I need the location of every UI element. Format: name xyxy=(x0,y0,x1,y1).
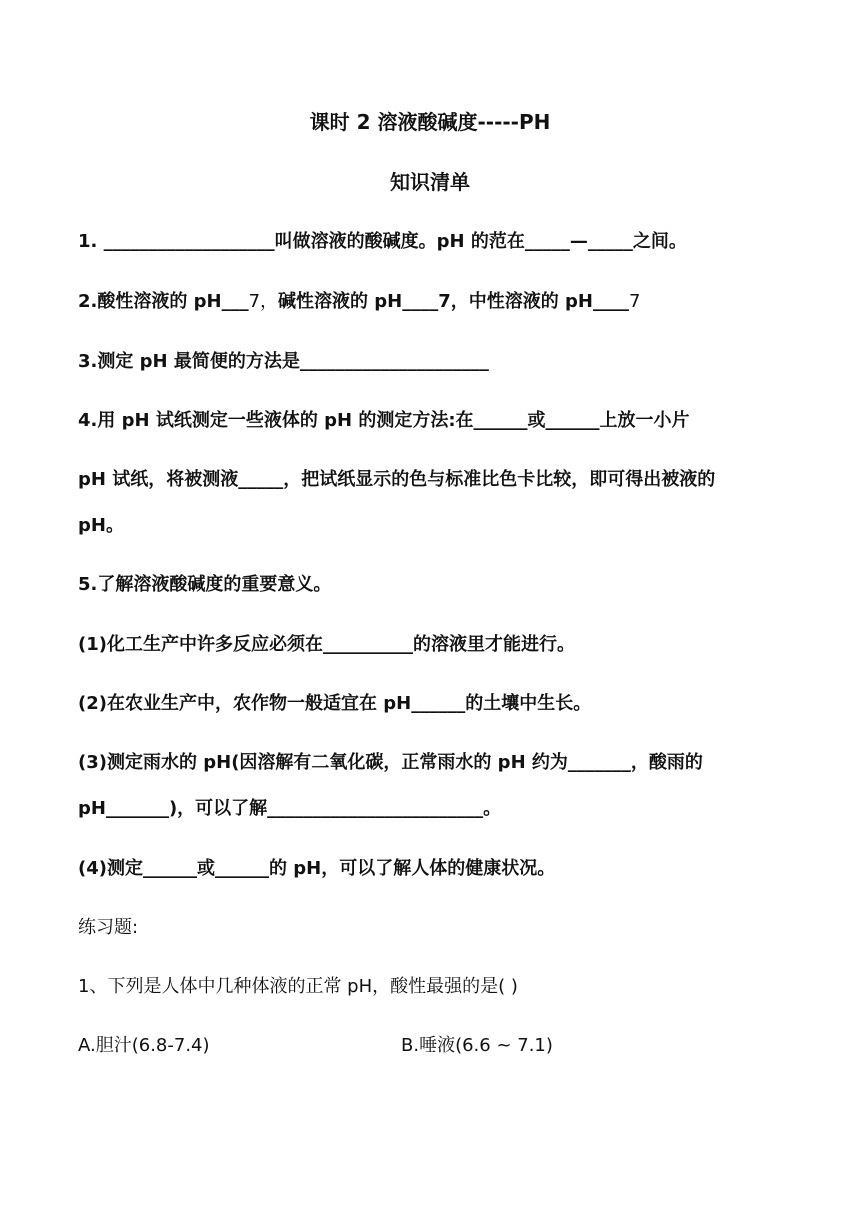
knowledge-item-2 xyxy=(78,287,640,313)
section-title-knowledge-list: 知识清单 xyxy=(390,170,470,194)
knowledge-item-4-line-1: 4.用 pH 试纸测定一些液体的 pH 的测定方法:在______或______上放一小片 xyxy=(78,410,690,431)
knowledge-item-2-part-1: 2.酸性溶液的 pH___ xyxy=(78,291,249,312)
exercises-heading: 练习题: xyxy=(78,917,139,938)
lesson-title: 课时 2 溶液酸碱度-----PH xyxy=(309,110,551,134)
knowledge-item-3: 3.测定 pH 最简便的方法是_____________________ xyxy=(78,351,489,372)
knowledge-item-5-4: (4)测定______或______的 pH，可以了解人体的健康状况。 xyxy=(78,858,556,879)
knowledge-item-1: 1. ___________________叫做溶液的酸碱度。pH 的范在_____—_____之间。 xyxy=(78,231,687,252)
exercise-1-option-a: A.胆汁(6.8-7.4) xyxy=(78,1035,210,1056)
knowledge-item-5: 5.了解溶液酸碱度的重要意义。 xyxy=(78,574,332,595)
knowledge-item-5-3-line-1: (3)测定雨水的 pH(因溶解有二氧化碳，正常雨水的 pH 约为_______，酸雨的 xyxy=(78,752,703,773)
knowledge-item-4-line-2: pH 试纸，将被测液_____，把试纸显示的色与标准比色卡比较，即可得出被液的 xyxy=(78,469,716,490)
knowledge-item-2-part-4: 7 xyxy=(629,291,641,312)
knowledge-item-2-part-3: 碱性溶液的 pH____7，中性溶液的 pH____ xyxy=(278,291,629,312)
knowledge-item-5-2: (2)在农业生产中，农作物一般适宜在 pH______的土壤中生长。 xyxy=(78,693,592,714)
knowledge-item-2-part-2: 7， xyxy=(248,291,279,312)
exercise-question-1: 1、下列是人体中几种体液的正常 pH，酸性最强的是( ) xyxy=(78,976,518,997)
knowledge-item-4-line-3: pH。 xyxy=(78,515,124,536)
knowledge-item-5-3-line-2: pH_______)，可以了解________________________。 xyxy=(78,798,502,819)
exercise-1-option-b: B.唾液(6.6 ~ 7.1) xyxy=(401,1035,553,1056)
knowledge-item-5-1: (1)化工生产中许多反应必须在__________的溶液里才能进行。 xyxy=(78,634,575,655)
